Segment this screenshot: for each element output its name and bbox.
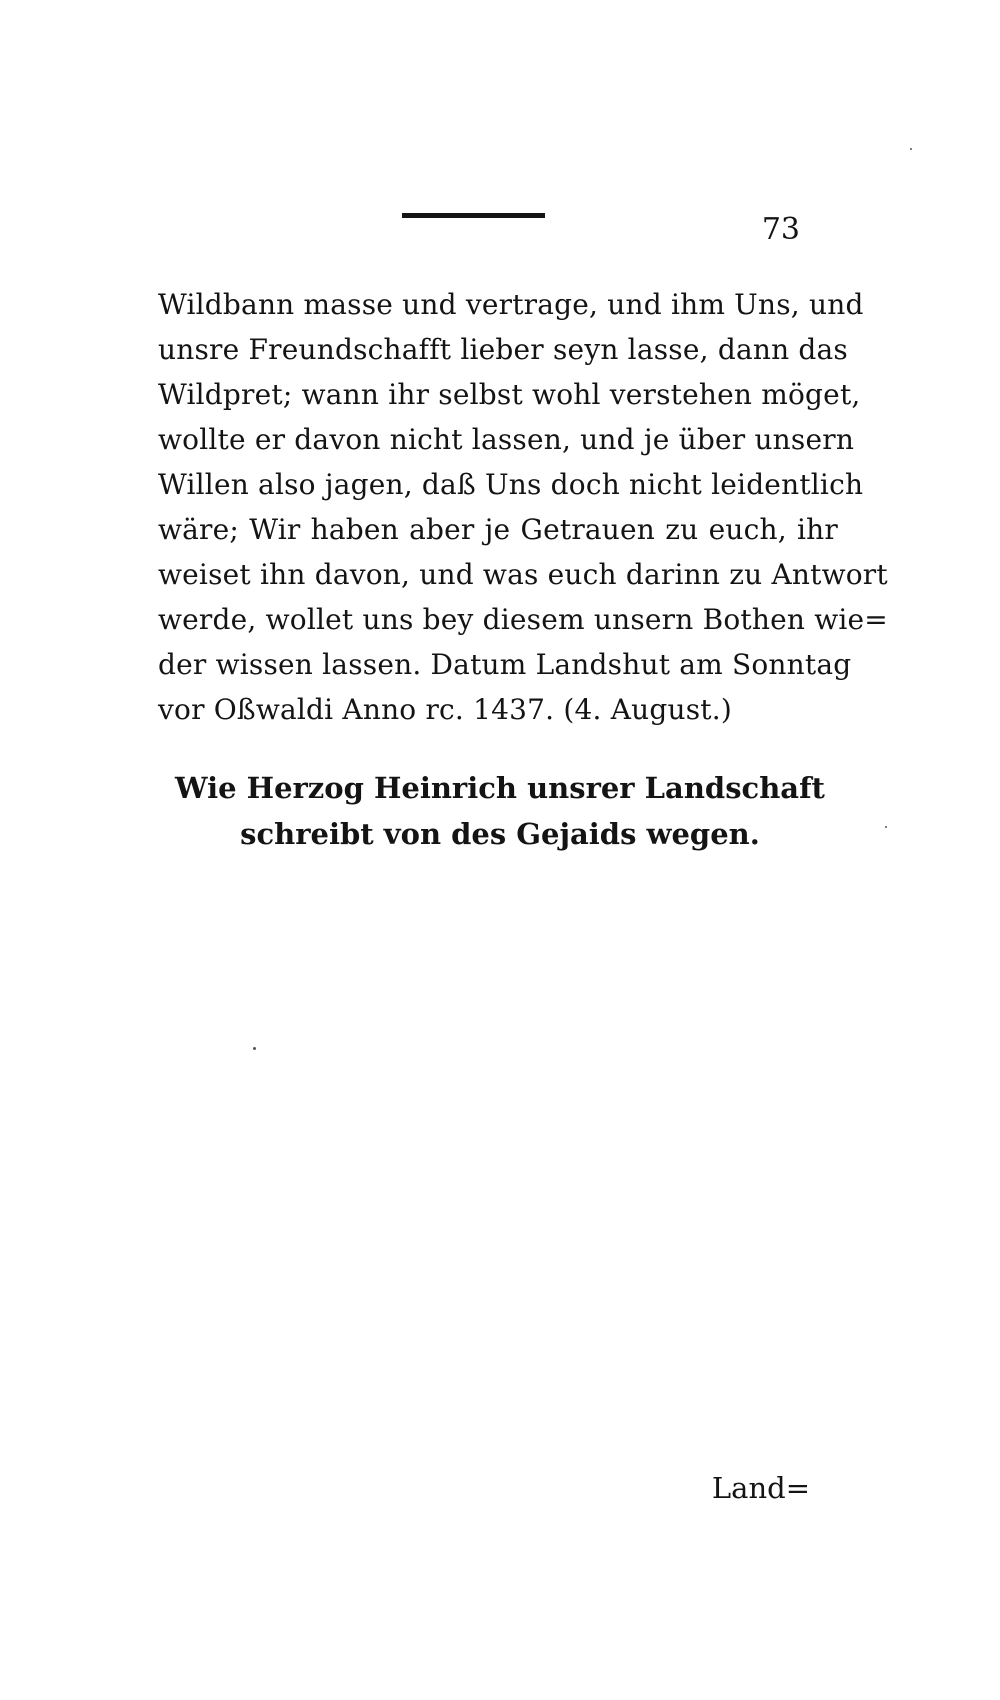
text-line: werde, wollet uns bey diesem unsern Bothen wie= [158,603,888,636]
heading-line: schreibt von des Gejaids wegen. [240,817,760,851]
paper-speck [885,826,887,828]
section-heading [150,765,850,857]
page-number: 73 [761,212,800,247]
text-line: der wissen lassen. Datum Landshut am Sonntag [158,648,852,681]
text-line: Wildbann masse und vertrage, und ihm Uns, und [158,288,864,321]
paper-speck [910,148,912,150]
heading-line: Wie Herzog Heinrich unsrer Landschaft [175,771,825,805]
text-line: wollte er davon nicht lassen, und je über unsern [158,423,855,456]
text-line: weiset ihn davon, und was euch darinn zu Antwort [158,558,888,591]
text-line: vor Oßwaldi Anno rc. 1437. (4. August.) [158,693,732,726]
catchword: Land= [711,1471,810,1505]
text-line: Wildpret; wann ihr selbst wohl verstehen möget, [158,378,861,411]
text-line: unsre Freundschafft lieber seyn lasse, dann das [158,333,848,366]
paper-speck [253,1047,256,1050]
header-rule [402,213,545,218]
body-text [158,282,888,732]
text-line: wäre; Wir haben aber je Getrauen zu euch, ihr [158,513,838,546]
text-line: Willen also jagen, daß Uns doch nicht leidentlich [158,468,864,501]
